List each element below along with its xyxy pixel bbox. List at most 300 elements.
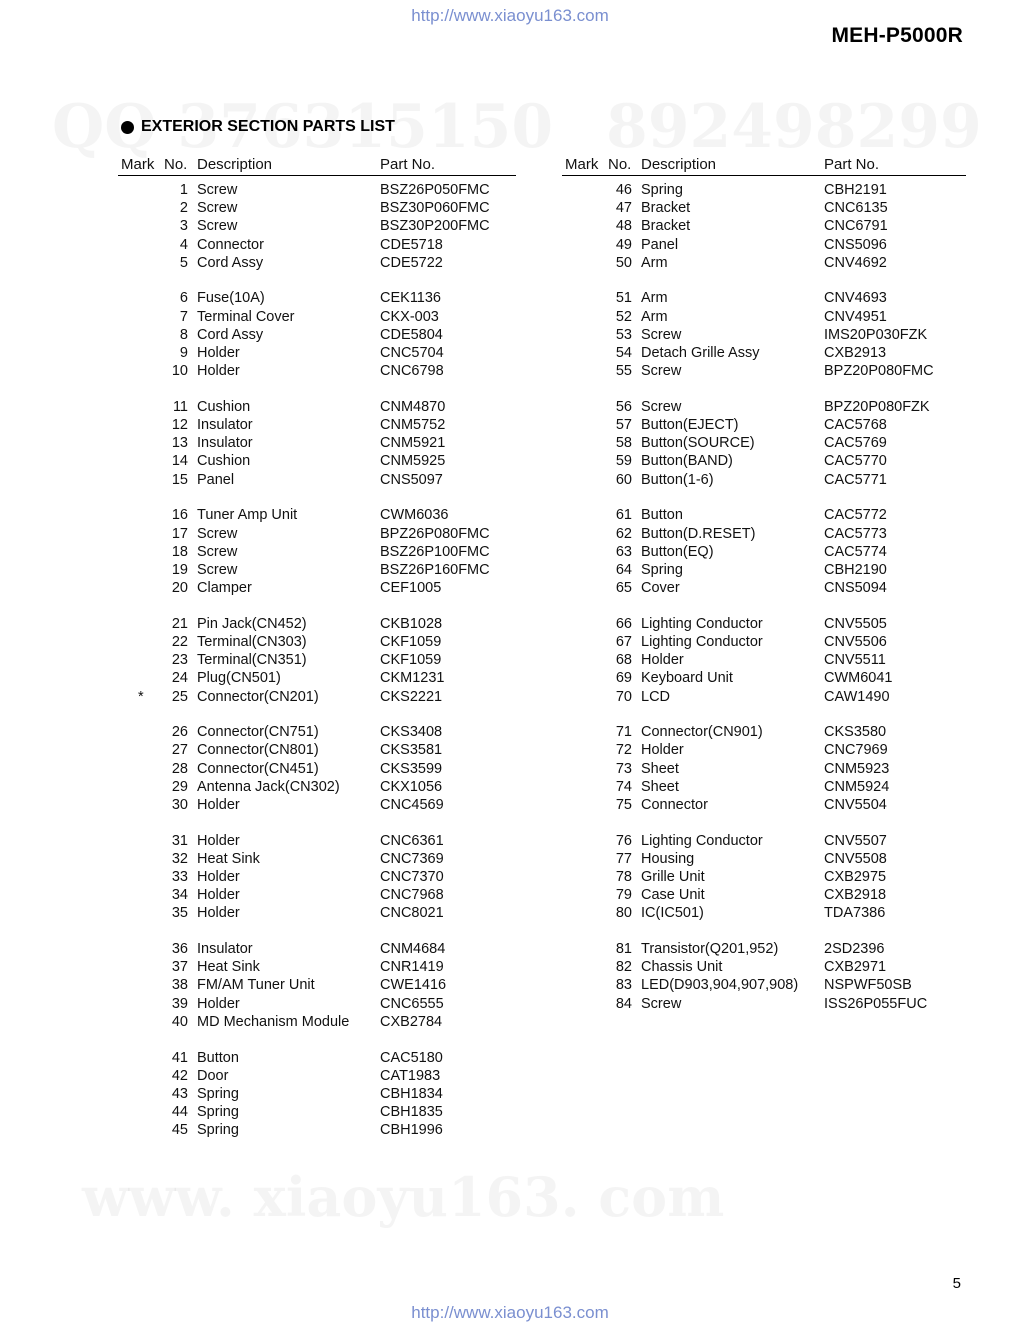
row-part-no: CNC6361 — [380, 832, 444, 849]
row-number: 59 — [615, 453, 632, 470]
table-row — [118, 543, 516, 561]
table-row — [562, 995, 966, 1013]
row-part-no: CNC6798 — [380, 363, 444, 380]
table-row — [118, 236, 516, 254]
row-number: 16 — [171, 507, 188, 524]
row-number: 28 — [171, 760, 188, 777]
row-number: 18 — [171, 543, 188, 560]
table-row — [118, 850, 516, 868]
section-title-text: EXTERIOR SECTION PARTS LIST — [141, 118, 395, 135]
table-row — [118, 669, 516, 687]
row-number: 55 — [615, 363, 632, 380]
row-part-no: CNC6791 — [824, 218, 888, 235]
header-no: No. — [164, 156, 188, 173]
table-row — [562, 850, 966, 868]
row-description: Spring — [197, 1122, 239, 1139]
header-mark: Mark — [565, 156, 599, 173]
table-row — [118, 1049, 516, 1067]
row-number: 13 — [171, 435, 188, 452]
table-row — [118, 344, 516, 362]
table-row — [562, 254, 966, 272]
table-row — [562, 868, 966, 886]
row-part-no: BPZ20P080FMC — [824, 363, 934, 380]
row-part-no: CWM6036 — [380, 507, 449, 524]
row-number: 80 — [615, 905, 632, 922]
row-description: Fuse(10A) — [197, 290, 265, 307]
row-part-no: IMS20P030FZK — [824, 326, 928, 343]
table-row — [118, 796, 516, 814]
table-row — [118, 760, 516, 778]
header-part-no: Part No. — [380, 156, 436, 173]
row-description: Cushion — [197, 453, 251, 470]
row-part-no: CAC5770 — [824, 453, 887, 470]
table-row — [118, 506, 516, 524]
row-description: Transistor(Q201,952) — [641, 941, 779, 958]
row-part-no: CBH1834 — [380, 1085, 443, 1102]
row-number: 26 — [171, 724, 188, 741]
row-number: 4 — [179, 236, 188, 253]
row-description: Connector(CN451) — [197, 760, 319, 777]
table-row — [562, 615, 966, 633]
row-description: Screw — [197, 543, 238, 560]
table-row — [118, 1085, 516, 1103]
row-description: Spring — [641, 182, 683, 198]
row-part-no: CXB2918 — [824, 887, 887, 904]
row-part-no: CNM4870 — [380, 398, 446, 415]
row-number: 19 — [171, 561, 188, 578]
table-row — [118, 868, 516, 886]
row-number: 67 — [615, 633, 632, 650]
row-description: Keyboard Unit — [641, 670, 733, 687]
row-part-no: CXB2913 — [824, 345, 887, 361]
bullet-icon — [121, 121, 134, 134]
model-title: MEH-P5000R — [831, 24, 963, 47]
table-row — [118, 398, 516, 416]
row-number: 58 — [615, 435, 632, 452]
row-part-no: CKS2221 — [380, 688, 443, 705]
row-part-no: CWM6041 — [824, 670, 893, 687]
row-description: Cover — [641, 580, 680, 597]
row-part-no: CNM5752 — [380, 417, 446, 434]
row-number: 23 — [171, 652, 188, 669]
row-part-no: CNC5704 — [380, 345, 444, 361]
row-number: 72 — [615, 742, 632, 759]
row-description: Bracket — [641, 200, 691, 217]
row-description: Screw — [197, 218, 238, 235]
row-part-no: CNV5504 — [824, 796, 887, 813]
table-row — [562, 832, 966, 850]
row-number: 14 — [171, 453, 188, 470]
row-number: 39 — [171, 995, 188, 1012]
row-part-no: TDA7386 — [824, 905, 886, 922]
row-number: 10 — [171, 363, 188, 380]
table-row — [118, 1103, 516, 1121]
row-description: Button(BAND) — [641, 453, 733, 470]
row-description: Holder — [197, 905, 240, 922]
row-description: Terminal(CN351) — [197, 652, 307, 669]
table-row — [118, 434, 516, 452]
row-part-no: CAT1983 — [380, 1067, 441, 1084]
row-number: 69 — [615, 670, 632, 687]
row-part-no: CKX-003 — [380, 308, 439, 325]
row-description: Cushion — [197, 398, 251, 415]
row-description: Holder — [197, 995, 240, 1012]
header-no: No. — [608, 156, 632, 173]
row-part-no: CKB1028 — [380, 615, 443, 632]
row-description: Connector(CN801) — [197, 742, 319, 759]
row-part-no: CAC5180 — [380, 1049, 443, 1066]
row-description: Screw — [197, 525, 238, 542]
table-row — [562, 976, 966, 994]
row-part-no: BSZ26P100FMC — [380, 543, 490, 560]
row-description: Screw — [641, 995, 682, 1012]
row-description: Insulator — [197, 435, 253, 452]
row-description: Holder — [197, 345, 240, 361]
table-row — [562, 236, 966, 254]
table-row — [562, 452, 966, 470]
row-part-no: CNV5511 — [824, 652, 886, 669]
table-row — [562, 796, 966, 814]
table-row — [562, 181, 966, 199]
row-part-no: BSZ30P060FMC — [380, 200, 490, 217]
row-part-no: CNC7370 — [380, 869, 444, 885]
row-description: IC(IC501) — [641, 905, 704, 922]
row-number: 65 — [615, 580, 632, 597]
row-description: Insulator — [197, 941, 253, 958]
row-description: Sheet — [641, 760, 679, 777]
row-part-no: CNV5505 — [824, 615, 887, 632]
source-url-top[interactable]: http://www.xiaoyu163.com — [411, 6, 609, 25]
row-number: 33 — [171, 869, 188, 885]
row-description: Arm — [641, 308, 668, 325]
row-number: 29 — [171, 778, 188, 795]
header-part-no: Part No. — [824, 156, 880, 173]
row-number: 11 — [172, 398, 188, 415]
row-part-no: CKS3408 — [380, 724, 443, 741]
row-description: Holder — [641, 652, 684, 669]
row-description: Lighting Conductor — [641, 633, 763, 650]
row-part-no: CBH2190 — [824, 561, 887, 578]
row-description: LCD — [641, 688, 671, 705]
row-number: 20 — [171, 580, 188, 597]
row-description: Terminal Cover — [197, 308, 295, 325]
row-part-no: CNC7968 — [380, 887, 444, 904]
watermark-site — [82, 1165, 724, 1229]
row-part-no: CEK1136 — [380, 290, 441, 307]
parts-table-right — [562, 156, 966, 1013]
row-description: Button(EJECT) — [641, 417, 739, 434]
row-number: 17 — [171, 525, 188, 542]
row-description: Terminal(CN303) — [197, 633, 307, 650]
row-description: Screw — [641, 363, 682, 380]
table-row — [562, 289, 966, 307]
row-number: 1 — [179, 182, 188, 198]
row-part-no: BSZ30P200FMC — [380, 218, 490, 235]
row-number: 3 — [179, 218, 188, 235]
table-row — [118, 688, 516, 706]
table-row — [562, 669, 966, 687]
row-part-no: CDE5804 — [380, 326, 443, 343]
header-description: Description — [641, 156, 717, 173]
row-number: 37 — [171, 959, 188, 976]
row-description: Screw — [197, 561, 238, 578]
row-part-no: CKF1059 — [380, 652, 442, 669]
row-description: Holder — [641, 742, 684, 759]
parts-table-left — [118, 156, 516, 1139]
table-row — [562, 778, 966, 796]
row-number: 6 — [179, 290, 188, 307]
row-part-no: CAC5768 — [824, 417, 887, 434]
row-number: 75 — [615, 796, 632, 813]
row-description: Screw — [641, 326, 682, 343]
row-part-no: CKS3581 — [380, 742, 443, 759]
row-number: 12 — [171, 417, 188, 434]
row-description: Pin Jack(CN452) — [197, 615, 307, 632]
row-number: 46 — [615, 182, 632, 198]
table-row — [118, 1013, 516, 1031]
table-row — [118, 976, 516, 994]
table-row — [118, 326, 516, 344]
row-description: Spring — [641, 561, 683, 578]
row-description: Button(EQ) — [641, 543, 714, 560]
table-row — [562, 723, 966, 741]
row-number: 30 — [171, 796, 188, 813]
row-number: 22 — [171, 633, 188, 650]
row-part-no: CNV4693 — [824, 290, 887, 307]
row-description: Connector — [641, 796, 708, 813]
row-number: 61 — [615, 507, 632, 524]
row-number: 36 — [171, 941, 188, 958]
table-row — [562, 525, 966, 543]
row-part-no: CNV5508 — [824, 850, 887, 867]
row-description: Spring — [197, 1085, 239, 1102]
row-number: 73 — [615, 760, 632, 777]
row-description: Plug(CN501) — [197, 670, 281, 687]
table-row — [118, 741, 516, 759]
row-part-no: CNC6555 — [380, 995, 444, 1012]
row-part-no: CAC5769 — [824, 435, 887, 452]
row-part-no: CNC4569 — [380, 796, 444, 813]
row-number: 78 — [615, 869, 632, 885]
row-number: 52 — [615, 308, 632, 325]
row-part-no: CNM5925 — [380, 453, 446, 470]
row-number: 50 — [615, 254, 632, 271]
row-part-no: CKF1059 — [380, 633, 442, 650]
row-description: Housing — [641, 850, 695, 867]
row-number: 64 — [615, 561, 632, 578]
row-number: 32 — [171, 850, 188, 867]
table-row — [118, 1067, 516, 1085]
table-row — [118, 199, 516, 217]
row-part-no: CBH1835 — [380, 1104, 443, 1121]
row-description: Holder — [197, 869, 240, 885]
table-row — [118, 778, 516, 796]
table-row — [562, 434, 966, 452]
row-part-no: CNM5921 — [380, 435, 446, 452]
row-description: Connector(CN751) — [197, 724, 319, 741]
table-row — [562, 326, 966, 344]
section-title — [121, 118, 395, 136]
table-row — [562, 741, 966, 759]
watermark-number — [606, 92, 982, 162]
row-part-no: ISS26P055FUC — [824, 995, 928, 1012]
row-part-no: CKS3580 — [824, 724, 887, 741]
row-description: Lighting Conductor — [641, 615, 763, 632]
row-part-no: CNV5506 — [824, 633, 887, 650]
row-part-no: BPZ20P080FZK — [824, 398, 930, 415]
row-description: Holder — [197, 796, 240, 813]
table-row — [562, 633, 966, 651]
row-part-no: BSZ26P160FMC — [380, 561, 490, 578]
row-description: Connector(CN201) — [197, 688, 319, 705]
table-row — [118, 579, 516, 597]
row-description: Arm — [641, 254, 668, 271]
parts-list-right — [562, 181, 966, 1013]
table-header — [118, 156, 516, 176]
row-description: LED(D903,904,907,908) — [641, 977, 799, 994]
row-number: 25 — [171, 688, 188, 705]
row-number: 83 — [615, 977, 632, 994]
row-number: 53 — [615, 326, 632, 343]
row-part-no: CNC8021 — [380, 905, 444, 922]
row-description: Button(SOURCE) — [641, 435, 755, 452]
header-description: Description — [197, 156, 273, 173]
row-description: Tuner Amp Unit — [197, 507, 298, 524]
row-number: 47 — [615, 200, 632, 217]
row-part-no: CNR1419 — [380, 959, 444, 976]
table-row — [118, 181, 516, 199]
row-part-no: CNS5096 — [824, 236, 887, 253]
row-description: Cord Assy — [197, 326, 264, 343]
row-part-no: CXB2784 — [380, 1013, 443, 1030]
table-row — [118, 723, 516, 741]
row-number: 49 — [615, 236, 632, 253]
table-row — [562, 416, 966, 434]
table-row — [562, 506, 966, 524]
row-part-no: CAC5771 — [824, 471, 887, 488]
table-row — [562, 561, 966, 579]
table-row — [118, 471, 516, 489]
row-description: Screw — [641, 398, 682, 415]
row-part-no: CNS5097 — [380, 471, 443, 488]
row-description: Spring — [197, 1104, 239, 1121]
table-row — [118, 452, 516, 470]
table-row — [562, 958, 966, 976]
row-number: 31 — [171, 832, 188, 849]
table-row — [118, 416, 516, 434]
row-description: Screw — [197, 200, 238, 217]
table-row — [118, 633, 516, 651]
row-description: Button(D.RESET) — [641, 525, 756, 542]
table-row — [118, 1121, 516, 1139]
table-row — [118, 561, 516, 579]
table-row — [118, 254, 516, 272]
row-number: 79 — [615, 887, 632, 904]
table-row — [562, 199, 966, 217]
row-description: Button — [641, 507, 683, 524]
table-row — [118, 958, 516, 976]
table-row — [562, 308, 966, 326]
row-number: 84 — [615, 995, 632, 1012]
row-part-no: CKS3599 — [380, 760, 443, 777]
row-number: 38 — [171, 977, 188, 994]
row-number: 27 — [171, 742, 188, 759]
row-part-no: CDE5722 — [380, 254, 443, 271]
row-description: Chassis Unit — [641, 959, 723, 976]
table-row — [118, 217, 516, 235]
row-description: FM/AM Tuner Unit — [197, 977, 315, 994]
row-part-no: CAC5774 — [824, 543, 887, 560]
row-number: 5 — [179, 254, 188, 271]
table-row — [118, 289, 516, 307]
row-part-no: CAC5773 — [824, 525, 887, 542]
row-description: Button(1-6) — [641, 471, 714, 488]
table-row — [562, 904, 966, 922]
table-row — [118, 886, 516, 904]
row-part-no: CKX1056 — [380, 778, 443, 795]
row-description: Case Unit — [641, 887, 705, 904]
row-part-no: CNC7369 — [380, 850, 444, 867]
row-description: MD Mechanism Module — [197, 1013, 350, 1030]
row-number: 71 — [615, 724, 632, 741]
row-part-no: CNC6135 — [824, 200, 888, 217]
row-part-no: CBH1996 — [380, 1122, 443, 1139]
table-row — [118, 904, 516, 922]
table-row — [562, 579, 966, 597]
table-row — [118, 362, 516, 380]
row-description: Holder — [197, 832, 240, 849]
parts-list-left — [118, 181, 516, 1139]
row-number: 54 — [615, 345, 632, 361]
row-description: Button — [197, 1049, 239, 1066]
table-row — [562, 398, 966, 416]
row-number: 34 — [171, 887, 188, 904]
table-row — [118, 615, 516, 633]
row-part-no: CEF1005 — [380, 580, 442, 597]
row-number: 45 — [171, 1122, 188, 1139]
row-description: Lighting Conductor — [641, 832, 763, 849]
row-part-no: CAC5772 — [824, 507, 887, 524]
row-part-no: CAW1490 — [824, 688, 890, 705]
row-part-no: CNM4684 — [380, 941, 446, 958]
row-number: 63 — [615, 543, 632, 560]
table-row — [118, 832, 516, 850]
row-mark: * — [138, 688, 144, 705]
table-row — [562, 217, 966, 235]
row-part-no: CNC7969 — [824, 742, 888, 759]
row-number: 9 — [179, 345, 188, 361]
row-part-no: CXB2971 — [824, 959, 887, 976]
table-row — [562, 543, 966, 561]
row-number: 56 — [615, 398, 632, 415]
row-number: 68 — [615, 652, 632, 669]
row-description: Panel — [197, 471, 235, 488]
row-number: 81 — [615, 941, 632, 958]
row-number: 7 — [179, 308, 188, 325]
row-description: Sheet — [641, 778, 679, 795]
row-part-no: CDE5718 — [380, 236, 443, 253]
row-number: 76 — [615, 832, 632, 849]
row-description: Clamper — [197, 580, 252, 597]
row-description: Heat Sink — [197, 850, 260, 867]
source-url-bottom[interactable]: http://www.xiaoyu163.com — [411, 1303, 609, 1322]
row-part-no: CNV5507 — [824, 832, 887, 849]
table-row — [562, 651, 966, 669]
row-number: 82 — [615, 959, 632, 976]
row-number: 24 — [171, 670, 188, 687]
row-number: 42 — [171, 1067, 188, 1084]
row-number: 35 — [171, 905, 188, 922]
